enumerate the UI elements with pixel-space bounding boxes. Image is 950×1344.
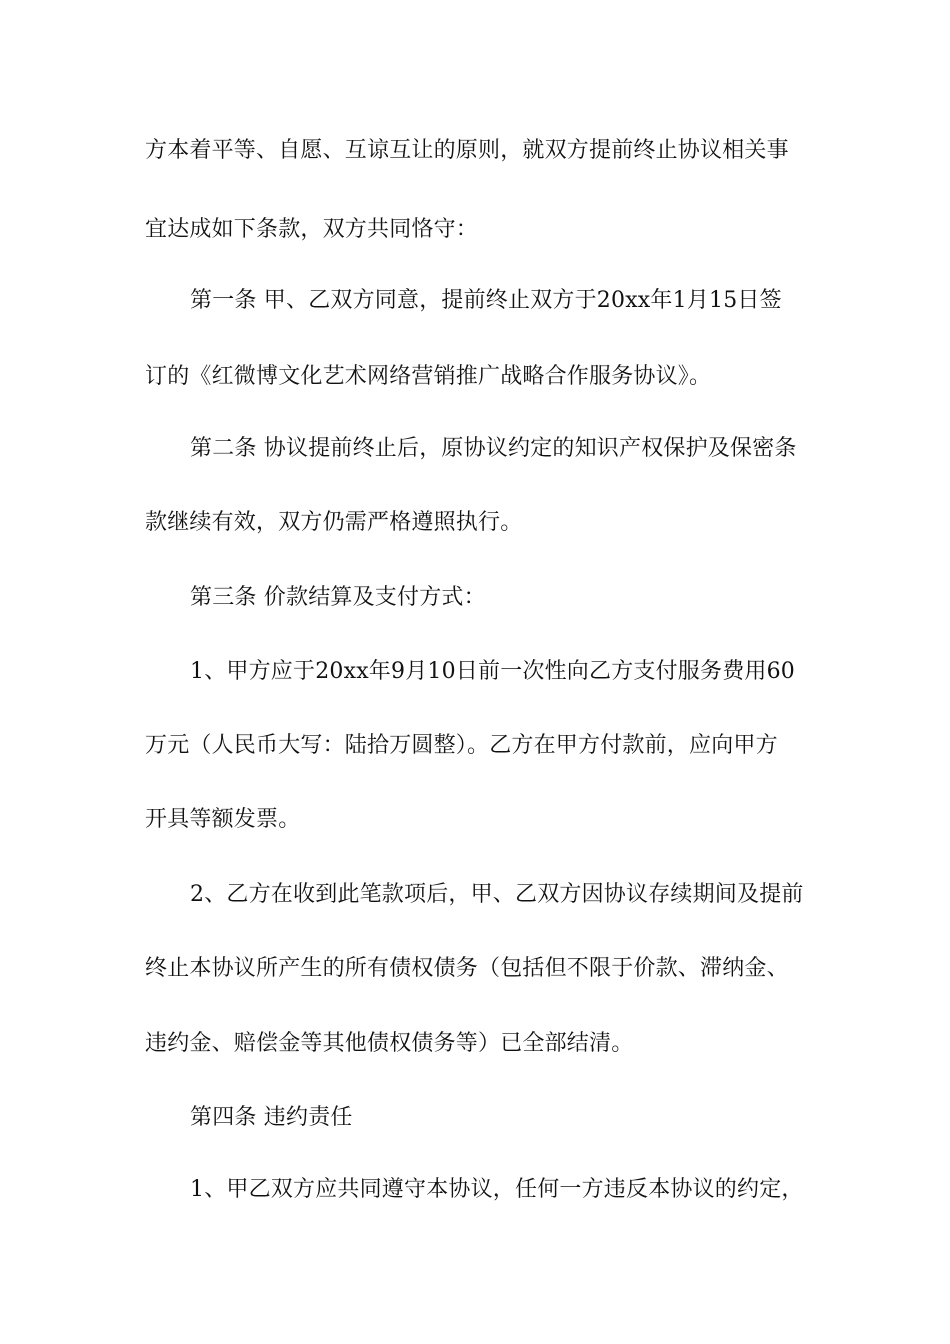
text-line-content: 1、甲方应于20xx年9月10日前一次性向乙方支付服务费用60	[190, 659, 795, 684]
text-line-content: 方本着平等、自愿、互谅互让的原则，就双方提前终止协议相关事	[145, 138, 789, 163]
text-line	[0, 800, 950, 840]
text-line	[0, 1098, 950, 1138]
text-line	[0, 949, 950, 989]
text-line-content: 违约金、赔偿金等其他债权债务等）已全部结清。	[145, 1031, 634, 1056]
text-line	[0, 875, 950, 915]
text-line-content: 开具等额发票。	[145, 807, 301, 832]
text-line-content: 2、乙方在收到此笔款项后，甲、乙双方因协议存续期间及提前	[190, 882, 804, 907]
text-line-content: 宜达成如下条款，双方共同恪守：	[145, 217, 479, 242]
text-line-content: 第二条 协议提前终止后，原协议约定的知识产权保护及保密条	[190, 436, 797, 461]
text-line	[0, 131, 950, 171]
text-line	[0, 357, 950, 397]
text-line-content: 万元（人民币大写：陆拾万圆整）。乙方在甲方付款前，应向甲方	[145, 733, 778, 758]
text-line	[0, 578, 950, 618]
text-line	[0, 503, 950, 543]
text-line-content: 第四条 违约责任	[190, 1105, 353, 1130]
text-line	[0, 652, 950, 692]
text-line-content: 1、甲乙双方应共同遵守本协议，任何一方违反本协议的约定，	[190, 1177, 804, 1202]
text-line-content: 第三条 价款结算及支付方式：	[190, 585, 486, 610]
text-line	[0, 726, 950, 766]
text-line	[0, 1024, 950, 1064]
text-line	[0, 210, 950, 250]
text-line-content: 第一条 甲、乙双方同意，提前终止双方于20xx年1月15日签	[190, 288, 782, 313]
text-line-content: 款继续有效，双方仍需严格遵照执行。	[145, 510, 523, 535]
text-line-content: 订的《红微博文化艺术网络营销推广战略合作服务协议》。	[145, 364, 712, 389]
text-line	[0, 429, 950, 469]
text-line-content: 终止本协议所产生的所有债权债务（包括但不限于价款、滞纳金、	[145, 956, 789, 981]
text-line	[0, 281, 950, 321]
text-line	[0, 1170, 950, 1210]
